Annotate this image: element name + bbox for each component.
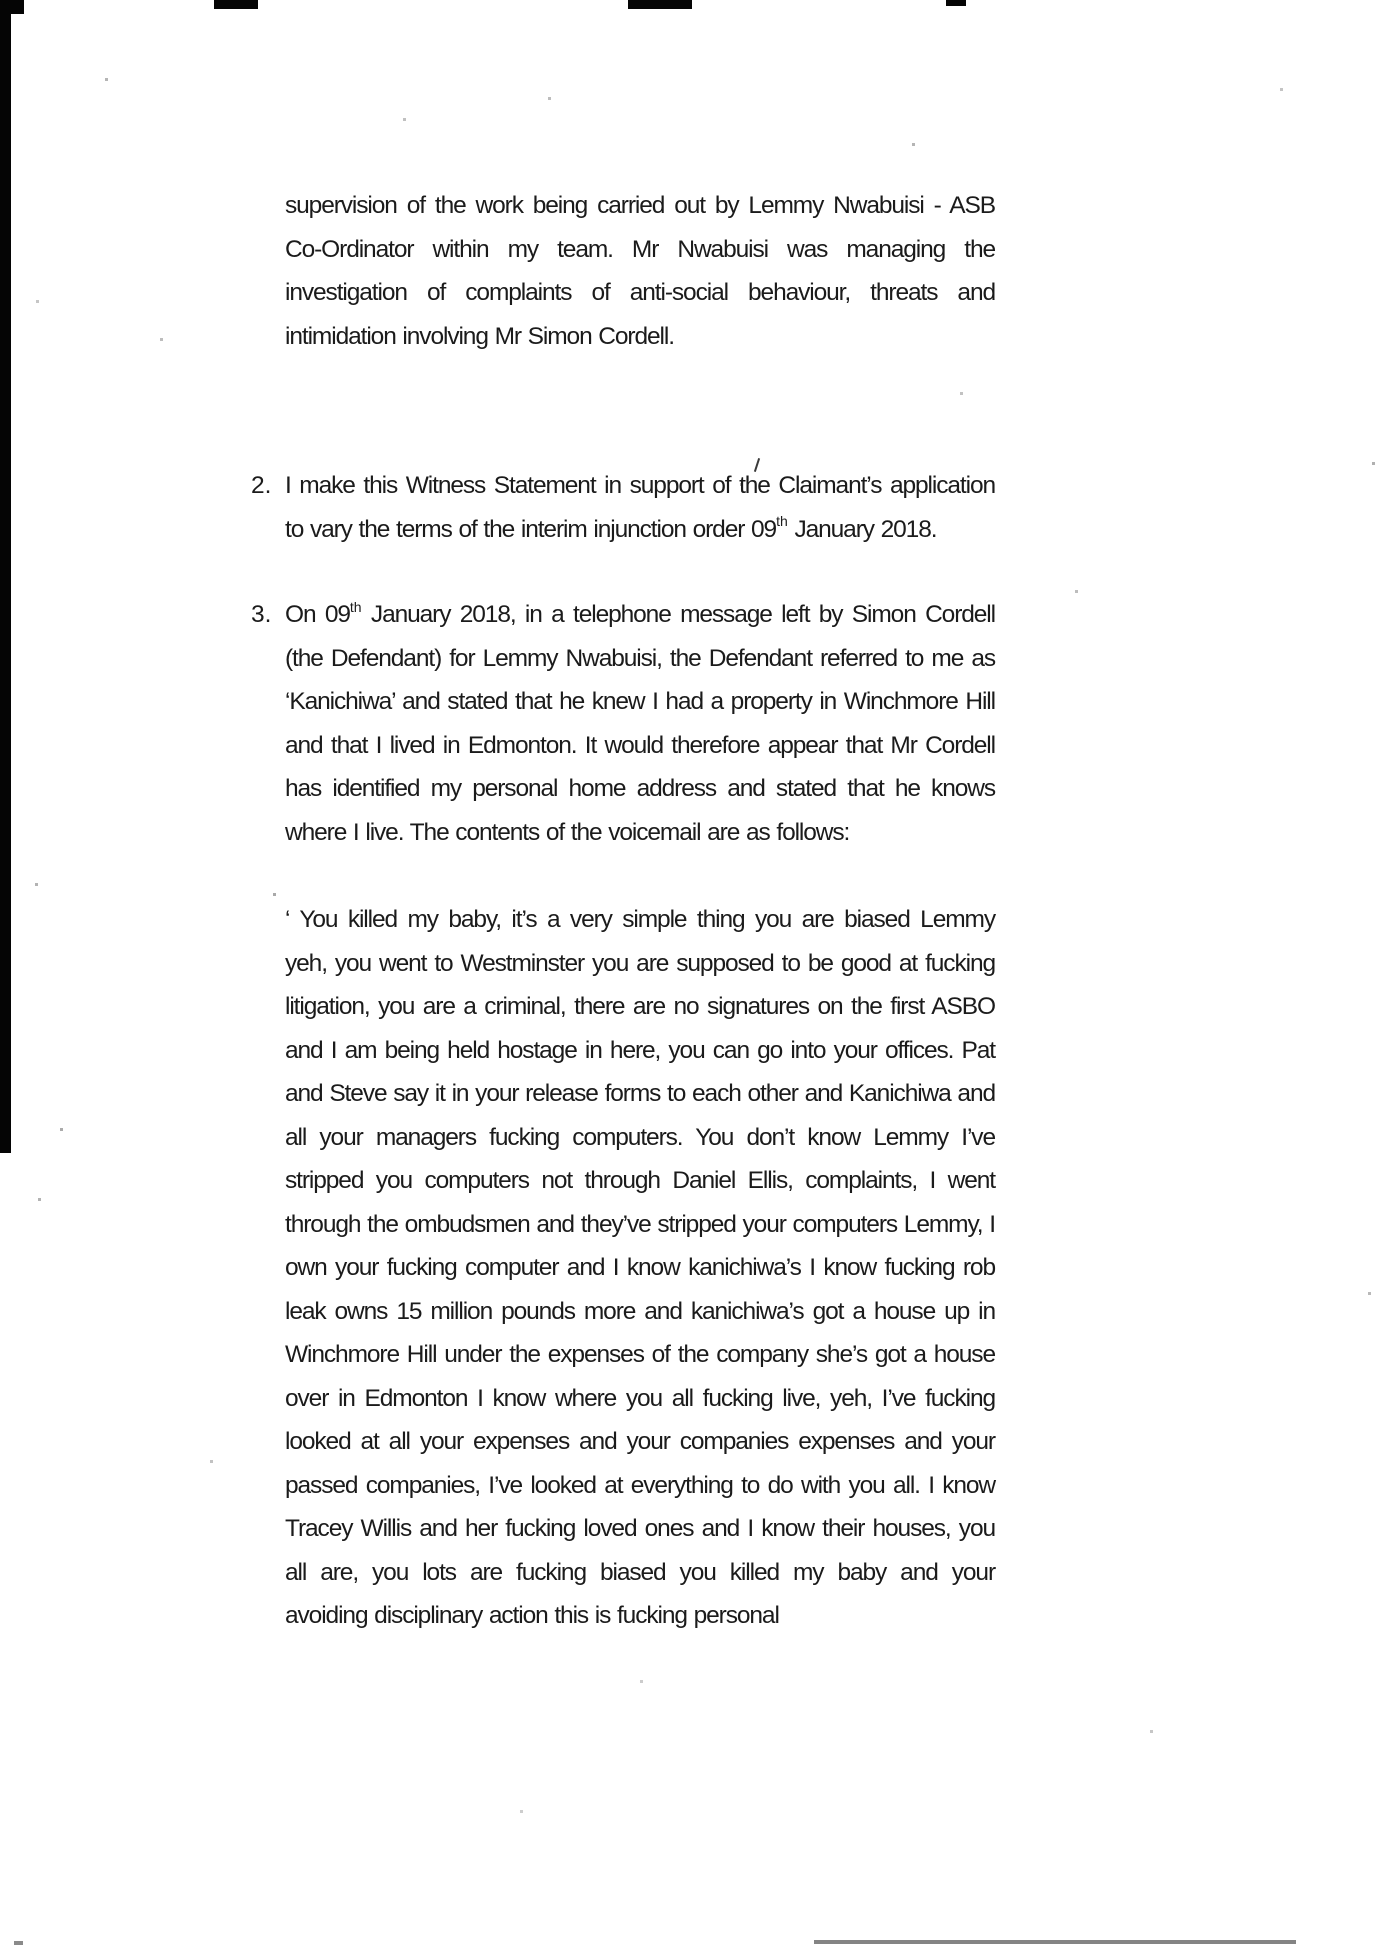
scan-artifact-left-bar: [0, 0, 11, 1153]
scan-artifact-top-tick: [946, 0, 966, 6]
document-text: [251, 184, 995, 1638]
numbered-paragraph-2: [251, 464, 995, 551]
scan-artifact-top-tick: [628, 0, 692, 9]
scan-artifact-top-tick: [214, 0, 258, 9]
paragraph-text: January 2018.: [787, 515, 937, 543]
paragraph-number: 3.: [251, 601, 272, 628]
paragraph-text: I make this Witness Statement in support of the Claimant’s application to vary the terms of the interim injunction order 09: [285, 472, 995, 543]
scan-artifact-corner-speck: [14, 1941, 23, 1945]
ordinal-superscript: th: [349, 598, 362, 615]
paragraph-text: ‘ You killed my baby, it’s a very simple thing you are biased Lemmy yeh, you went to Westminster you are supposed to be good at fucking litigation, you are a criminal, there are no signatures on the first ASBO and I am being held hostage in here, you can go into your offices. Pat and Steve say it in your release forms to each other and Kanichiwa and all your managers fucking computers. You don’t know Lemmy I’ve stripped you computers not through Daniel Ellis, complaints, I went through the ombudsmen and they’ve stripped your computers Lemmy, I own your fucking computer and I know kanichiwa’s I know fucking rob leak owns 15 million pounds more and kanichiwa’s got a house up in Winchmore Hill under the expenses of the company she’s got a house over in Edmonton I know where you all fucking live, yeh, I’ve fucking looked at all your expenses and your companies expenses and your passed companies, I’ve looked at everything to do with you all. I know Tracey Willis and her fucking loved ones and I know their houses, you all are, you lots are fucking biased you killed my baby and your avoiding disciplinary action this is fucking personal: [285, 906, 995, 1629]
scan-artifact-specks: [0, 0, 3, 3]
voicemail-quote-paragraph: [285, 898, 995, 1638]
continuation-paragraph: [285, 184, 995, 358]
paragraph-number: 2.: [251, 472, 272, 499]
paragraph-text: supervision of the work being carried out by Lemmy Nwabuisi - ASB Co-Ordinator within my team. Mr Nwabuisi was managing the investigation of complaints of anti-social behaviour, threats and intimidation involving Mr Simon Cordell.: [285, 192, 995, 350]
scan-artifact-bottom-line: [814, 1940, 1296, 1944]
paragraph-text: On 09: [285, 601, 350, 628]
scan-artifact-top-tick: [0, 0, 24, 14]
paragraph-text: January 2018, in a telephone message left by Simon Cordell (the Defendant) for Lemmy Nwabuisi, the Defendant referred to me as ‘Kanichiwa’ and stated that he knew I had a property in Winchmore Hill and that I lived in Edmonton. It would therefore appear that Mr Cordell has identified my personal home address and stated that he knows where I live. The contents of the voicemail are as follows:: [285, 601, 995, 846]
numbered-paragraph-3: [251, 593, 995, 854]
ordinal-superscript: th: [776, 513, 788, 530]
